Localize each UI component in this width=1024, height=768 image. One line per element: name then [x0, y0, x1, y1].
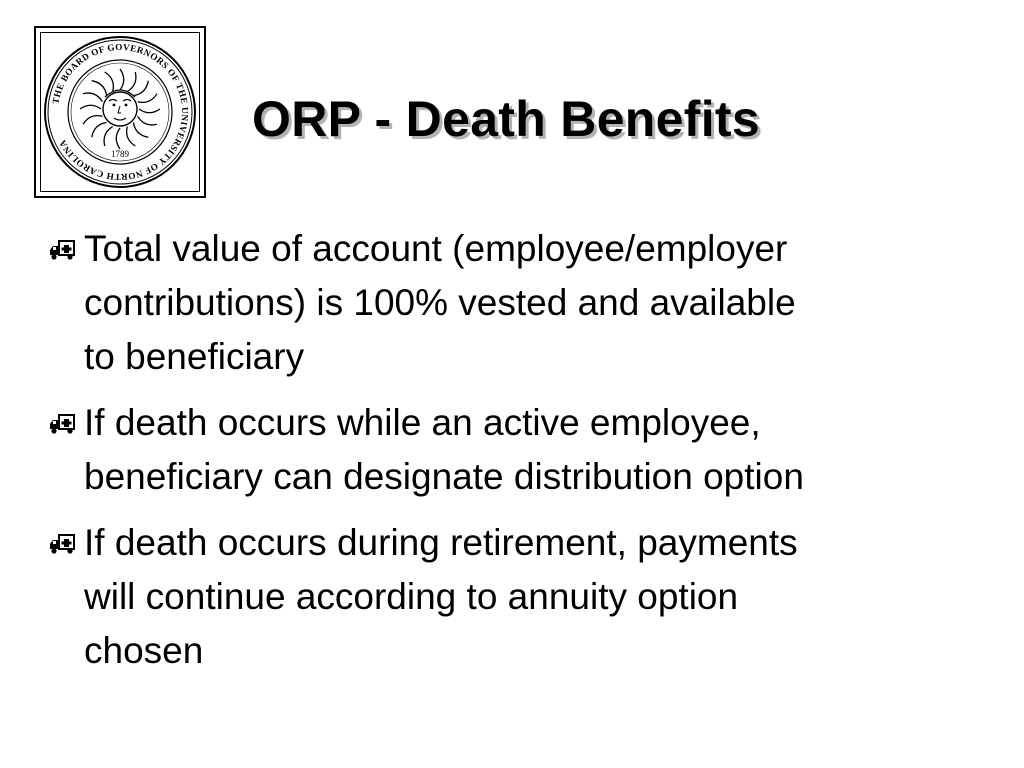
bullet-line: to beneficiary — [84, 336, 305, 377]
seal-inscription: THE BOARD OF GOVERNORS OF THE UNIVERSITY OF NORTH CAROLINA — [50, 41, 191, 183]
bullet-item — [44, 516, 1004, 678]
slide-title: ORP - Death Benefits — [252, 91, 760, 147]
university-seal-logo — [34, 26, 206, 198]
bullet-line: Total value of account (employee/employer — [84, 228, 788, 269]
dingbat-truck-icon — [47, 239, 83, 261]
bullet-line: If death occurs during retirement, payments — [84, 522, 798, 563]
bullet-line: If death occurs while an active employee, — [84, 402, 761, 443]
dingbat-truck-icon — [47, 533, 83, 555]
seal-emblem — [39, 31, 201, 193]
bullet-line: contributions) is 100% vested and available — [84, 282, 796, 323]
seal-year: 1789 — [111, 149, 129, 159]
bullet-item — [44, 222, 1004, 384]
bullet-list — [44, 222, 1004, 690]
bullet-item — [44, 396, 1004, 504]
sun-face — [103, 92, 137, 126]
bullet-line: will continue according to annuity option — [84, 576, 739, 617]
dingbat-truck-icon — [47, 413, 83, 435]
bullet-line: chosen — [84, 630, 204, 671]
bullet-line: beneficiary can designate distribution option — [84, 456, 804, 497]
